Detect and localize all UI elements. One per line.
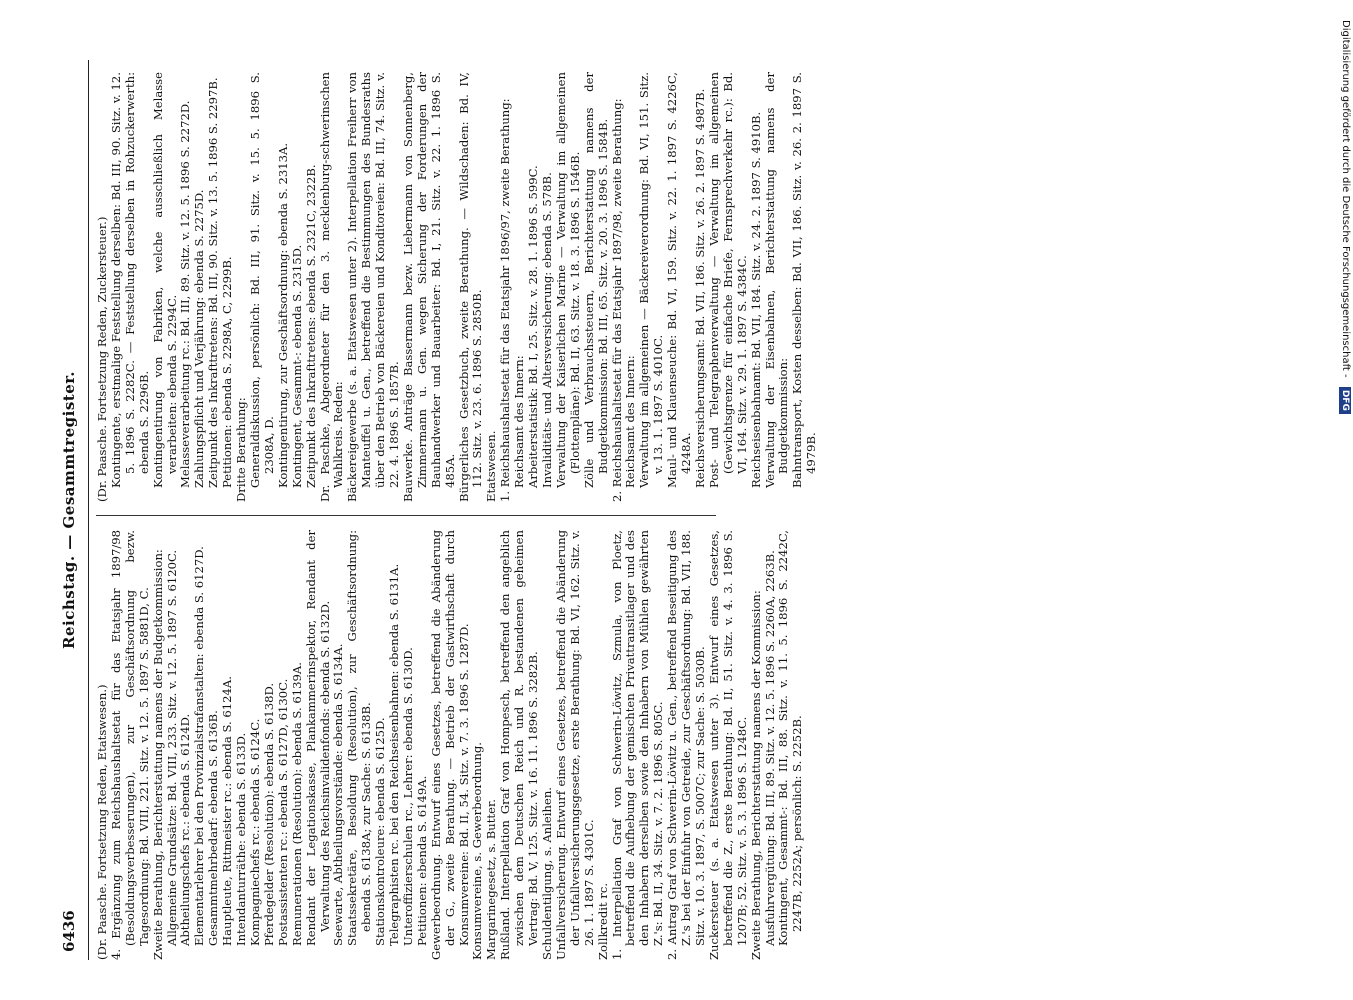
entry-subitem: Rendant der Legationskasse, Plankammerinspektor, Rendant der Verwaltung des Reichsinvalidenfonds: ebenda S. 6132D. xyxy=(303,530,332,946)
credit-text-wrap xyxy=(1338,20,1352,640)
entry-item: Schuldentilgung, s. Anleihen. xyxy=(540,787,554,960)
entry-subitem: Seewarte, Abtheilungsvorstände: ebenda S. 6134A. xyxy=(331,643,346,946)
entry-subitem: Intendanturräthe: ebenda S. 6133D. xyxy=(234,732,249,946)
entry-subitem: Post- und Telegraphenverwaltung — Verwaltung im allgemeinen (Gewichtsgrenze für einfache Briefe, Fernsprechverkehr rc.): Bd. VI, 164. Sitz. v. 29. 1. 1897 S. 4384C. xyxy=(706,72,749,488)
entry-subitem: Reichsamt des Innern: xyxy=(623,355,638,488)
entry-subitem: Abtheilungschefs rc.: ebenda S. 6124D. xyxy=(178,713,193,946)
entry-subitem: Kontingentirung von Fabriken, welche ausschließlich Melasse verarbeiten: ebenda S. 2294C. xyxy=(150,72,179,488)
entry-item: Bauwerke. Anträge Bassermann bezw. Liebermann von Sonnenberg, Zimmermann u. Gen. wegen Sicherung der Forderungen der Bauhandwerker und Bauarbeiter: Bd. I, 21. Sitz. v. 22. 1. 1896 S. 485A. xyxy=(400,72,457,502)
entry-subitem: Pferdegelder (Resolution): ebenda S. 6138D. xyxy=(261,682,276,946)
entry-subitem: Staatssekretäre, Besoldung (Resolution), zur Geschäftsordnung: ebenda S. 6138A; zur Sache: S. 6138B. xyxy=(345,530,374,946)
entry-subitem: Stationskontroleure: ebenda S. 6125D. xyxy=(373,717,388,946)
entry-item: 1. Interpellation Graf von Schwerin-Löwitz, Szmula, von Ploetz, betreffend die Aufhebung der gemischten Privattransitlager und des den Inhabern derselben sowie den Inhabern von Mühlen gewährten Z.'s: Bd. II, 34. Sitz. v. 7. 2. 1896 S. 805C. xyxy=(609,530,666,960)
entry-item: Dritte Berathung: xyxy=(234,397,249,502)
entry-subitem: Kontingent, Gesammt-: ebenda S. 2315D. xyxy=(289,244,304,488)
entry-subitem: Zeitpunkt des Inkrafttretens: ebenda S. 2321C, 2322B. xyxy=(303,164,318,488)
entry-subitem: Kontingente, erstmalige Feststellung derselben: Bd. III, 90. Sitz. v. 12. 5. 1896 S. 2282C. — Feststellung derselben in Rohzuckerwerth: ebenda S. 2296B. xyxy=(108,72,151,488)
column-divider xyxy=(96,515,716,516)
entry-subitem: Hauptleute, Rittmeister rc.: ebenda S. 6124A. xyxy=(220,676,235,946)
entry-subitem: Zahlungspflicht und Verjährung: ebenda S. 2275D. xyxy=(192,189,207,488)
entry-subitem: Kontingent, Gesammt-: Bd. III, 88. Sitz. v. 11. 5. 1896 S. 2242C, 2247B, 2252A; persönlich: S. 2252B. xyxy=(776,530,805,946)
entry-item: Konsumvereine, s. Gewerbeordnung. xyxy=(470,742,485,960)
entry-subitem: Reichseisenbahnamt: Bd. VII, 184. Sitz. v. 24. 2. 1897 S. 4910B. xyxy=(748,111,763,488)
entry-item: 4. Ergänzung zum Reichshaushaltsetat für das Etatsjahr 1897/98 (Besoldungsverbesserungen), zur Geschäftsordnung bezw. Tagesordnung: Bd. VIII, 221. Sitz. v. 12. 5. 1897 S. 5881D, C. xyxy=(108,530,151,960)
entry-subitem: Petitionen: ebenda S. 6149A. xyxy=(414,775,429,946)
entry-subitem: Remunerationen (Resolution): ebenda S. 6139A. xyxy=(289,662,304,946)
entry-subitem: Unteroffizierschulen rc., Lehrer: ebenda S. 6130D. xyxy=(400,647,415,946)
entry-subitem: Postassistenten rc.: ebenda S. 6127D, 6130C. xyxy=(275,678,290,946)
entry-subitem: Verwaltung im allgemeinen — Bäckereiverordnung: Bd. VI, 151. Sitz. v. 13. 1. 1897 S. 4010C. xyxy=(637,72,666,488)
entry-item: 1. Reichshaushaltsetat für das Etatsjahr 1896/97, zweite Berathung: xyxy=(498,98,513,502)
entry-subitem: Melasseverarbeitung rc.: Bd. III, 89. Sitz. v. 12. 5. 1896 S. 2272D. xyxy=(178,100,193,488)
rotated-page-content xyxy=(58,60,1328,960)
entry-subitem: Elementarlehrer bei den Provinzialstrafanstalten: ebenda S. 6127D. xyxy=(192,546,207,946)
entry-item: Etatswesen. xyxy=(484,430,499,502)
page-number: 6436 xyxy=(60,910,78,952)
entry-item: 2. Reichshaushaltsetat für das Etatsjahr 1897/98, zweite Berathung: xyxy=(609,98,624,502)
entry-item: Gewerbeordnung. Entwurf eines Gesetzes, betreffend die Abänderung der G., zweite Berathung. — Betrieb der Gastwirthschaft durch Konsumvereine: Bd. II, 54. Sitz. v. 7. 3. 1896 S. 1287D. xyxy=(428,530,471,960)
entry-subitem: Zeitpunkt des Inkrafttretens: Bd. III, 90. Sitz. v. 13. 5. 1896 S. 2297B. xyxy=(206,77,221,488)
right-column xyxy=(96,72,819,502)
entry-item: Unfallversicherung. Entwurf eines Gesetzes, betreffend die Abänderung der Unfallversicherungsgesetze, erste Berathung: Bd. VI, 162. Sitz. v. 26. 1. 1897 S. 4301C. xyxy=(553,530,596,960)
entry-item: Zollkredit rc. xyxy=(595,882,610,960)
digitization-credit xyxy=(1338,20,1352,660)
left-column xyxy=(96,530,805,960)
entry-subitem: Reichsversicherungsamt: Bd. VII, 186. Sitz. v. 26. 2. 1897 S. 4987B. xyxy=(692,88,707,488)
entry-subitem: Allgemeine Grundsätze: Bd. VIII, 233. Sitz. v. 12. 5. 1897 S. 6120C. xyxy=(164,549,179,946)
entry-subitem: Verwaltung der Eisenbahnen, Berichterstattung namens der Budgetkommission: xyxy=(762,72,791,488)
entry-continuation-heading: (Dr. Paasche. Fortsetzung Reden, Zuckersteuer.) xyxy=(95,216,109,502)
credit-text: Digitalisierung gefördert durch die Deutsche Forschungsgemeinschaft - xyxy=(1340,20,1351,378)
entry-item: Zweite Berathung, Berichterstattung namens der Kommission: xyxy=(748,590,763,960)
page-header xyxy=(58,60,86,960)
entry-item: Zweite Berathung, Berichterstattung namens der Budgetkommission: xyxy=(150,549,165,960)
entry-item: Bürgerliches Gesetzbuch, zweite Berathung. — Wildschaden: Bd. IV, 112. Sitz. v. 23. 6. 1896 S. 2850B. xyxy=(456,72,485,502)
entry-item: Bäckereigewerbe (s. a. Etatswesen unter 2). Interpellation Freiherr von Manteuffel u. Gen., betreffend die Bestimmungen des Bundesraths über den Betrieb von Bäckereien und Konditoreien: Bd. III, 74. Sitz. v. 22. 4. 1896 S. 1857B. xyxy=(345,72,402,502)
entry-heading: Dr. Paschke, Abgeordneter für den 3. mecklenburg-schwerinschen Wahlkreis. Reden: xyxy=(317,72,346,502)
dfg-logo: DFG xyxy=(1339,387,1351,414)
entry-subitem: Verwaltung der Kaiserlichen Marine — Verwaltung im allgemeinen (Flottenpläne): Bd. II, 63. Sitz. v. 18. 3. 1896 S. 1546B. xyxy=(553,72,582,488)
header-rule xyxy=(88,60,89,960)
entry-subitem: Bahntransport, Kosten desselben: Bd. VII, 186. Sitz. v. 26. 2. 1897 S. 4979B. xyxy=(790,72,819,488)
entry-subitem: Generaldiskussion, persönlich: Bd. III, 91. Sitz. v. 15. 5. 1896 S. 2308A, D. xyxy=(247,72,276,488)
entry-subitem: Gesammtmehrbedarf: ebenda S. 6136B. xyxy=(206,710,221,946)
entry-item: Zuckersteuer (s. a. Etatswesen unter 3). Entwurf eines Gesetzes, betreffend die Z., erste Berathung: Bd. II, 51. Sitz. v. 4. 3. 1896 S. 1207B; 52. Sitz. v. 5. 3. 1896 S. 1248C. xyxy=(706,530,749,960)
entry-subitem: Kompagniechefs rc.: ebenda S. 6124C. xyxy=(247,718,262,946)
entry-subitem: Zölle und Verbrauchssteuern, Berichterstattung namens der Budgetkommission: Bd. III, 65. Sitz. v. 20. 3. 1896 S. 1584B. xyxy=(581,72,610,488)
entry-subitem: Kontingentirung, zur Geschäftsordnung: ebenda S. 2313A. xyxy=(275,142,290,488)
entry-subitem: Petitionen: ebenda S. 2298A, C, 2299B. xyxy=(220,256,235,488)
entry-subitem: Telegraphisten rc. bei den Reichseisenbahnen: ebenda S. 6131A. xyxy=(387,563,402,946)
entry-subitem: Maul- und Klauenseuche: Bd. VI, 159. Sitz. v. 22. 1. 1897 S. 4226C, 4248A. xyxy=(665,72,694,488)
entry-subitem: Reichsamt des Innern: xyxy=(512,355,527,488)
entry-subitem: Ausfuhrvergütung: Bd. III, 89. Sitz. v. 12. 5. 1896 S. 2260A, 2263B. xyxy=(762,550,777,946)
entry-subitem: Arbeiterstatistik: Bd. I, 25. Sitz. v. 28. 1. 1896 S. 599C. xyxy=(526,165,541,488)
entry-item: 2. Antrag Graf von Schwerin-Löwitz u. Gen., betreffend Beseitigung des Z.'s bei der Einfuhr von Getreide, zur Geschäftsordnung: Bd. VII, 188. Sitz. v. 10. 3. 1897, S. 5007C; zur Sache: S. 5030B. xyxy=(665,530,707,960)
entry-item: Rußland. Interpellation Graf von Hompesch, betreffend den angeblich zwischen dem Deutschen Reich und R. bestandenen geheimen Vertrag: Bd. V, 125. Sitz. v. 16. 11. 1896 S. 3282B. xyxy=(498,530,541,960)
page-title: Reichstag. — Gesammtregister. xyxy=(60,371,78,649)
entry-item: Margarinegesetz, s. Butter. xyxy=(484,799,499,960)
entry-continuation-heading: (Dr. Paasche. Fortsetzung Reden, Etatswesen.) xyxy=(95,684,109,960)
entry-subitem: Invaliditäts- und Altersversicherung: ebenda S. 578B. xyxy=(540,172,554,488)
